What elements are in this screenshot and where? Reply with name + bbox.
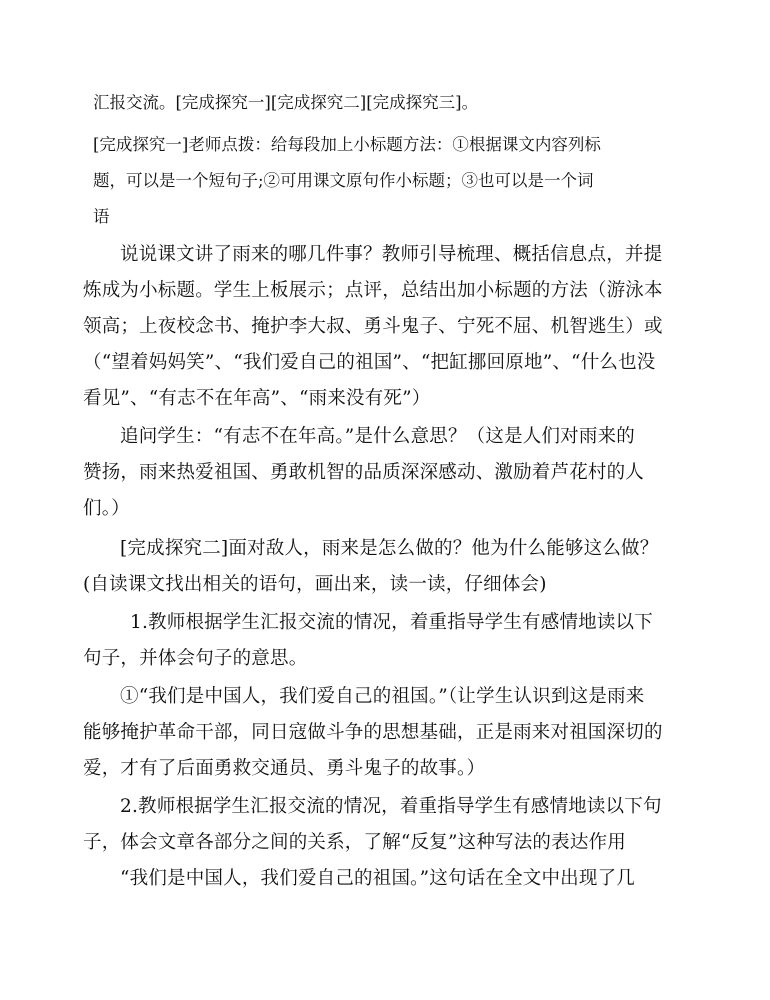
text-line: 赞扬，雨来热爱祖国、勇敢机智的品质深深感动、激励着芦花村的人 <box>83 462 645 483</box>
text-line: 子，体会文章各部分之间的关系，了解“反复”这种写法的表达作用 <box>83 832 626 853</box>
text-line: 说说课文讲了雨来的哪几件事？教师引导梳理、概括信息点，并提 <box>120 244 663 265</box>
text-line: 题，可以是一个短句子;②可用课文原句作小标题；③也可以是一个词 <box>93 171 594 190</box>
text-line: “我们是中国人，我们爱自己的祖国。”这句话在全文中出现了几 <box>120 868 635 889</box>
text-line: （“望着妈妈笑”、“我们爱自己的祖国”、“把缸挪回原地”、“什么也没 <box>83 352 656 373</box>
text-line: 们。） <box>83 498 130 519</box>
text-line: 领高；上夜校念书、掩护李大叔、勇斗鬼子、宁死不屈、机智逃生）或 <box>83 316 663 337</box>
text-line: [完成探究二]面对敌人，雨来是怎么做的？他为什么能够这么做？ <box>120 538 659 559</box>
text-line: 1.教师根据学生汇报交流的情况，着重指导学生有感情地读以下 <box>130 612 653 633</box>
text-line: ①“我们是中国人，我们爱自己的祖国。”（让学生认识到这是雨来 <box>120 686 645 707</box>
text-line: 炼成为小标题。学生上板展示；点评，总结出加小标题的方法（游泳本 <box>83 280 663 301</box>
text-line: 句子，并体会句子的意思。 <box>83 648 308 669</box>
text-line: (自读课文找出相关的语句，画出来，读一读，仔细体会) <box>83 574 547 595</box>
text-line: 看见”、“有志不在年高”、“雨来没有死”） <box>83 388 431 409</box>
text-line: 汇报交流。[完成探究一][完成探究二][完成探究三]。 <box>93 93 479 112</box>
text-line: 追问学生：“有志不在年高。”是什么意思？（这是人们对雨来的 <box>120 426 635 447</box>
text-line: 能够掩护革命干部，同日寇做斗争的思想基础，正是雨来对祖国深切的 <box>83 722 663 743</box>
text-line: 2.教师根据学生汇报交流的情况，着重指导学生有感情地读以下句 <box>120 796 662 817</box>
text-line: 语 <box>93 207 110 226</box>
text-line: 爱，才有了后面勇救交通员、勇斗鬼子的故事。） <box>83 758 486 779</box>
text-line: [完成探究一]老师点拨：给每段加上小标题方法：①根据课文内容列标 <box>93 135 601 154</box>
